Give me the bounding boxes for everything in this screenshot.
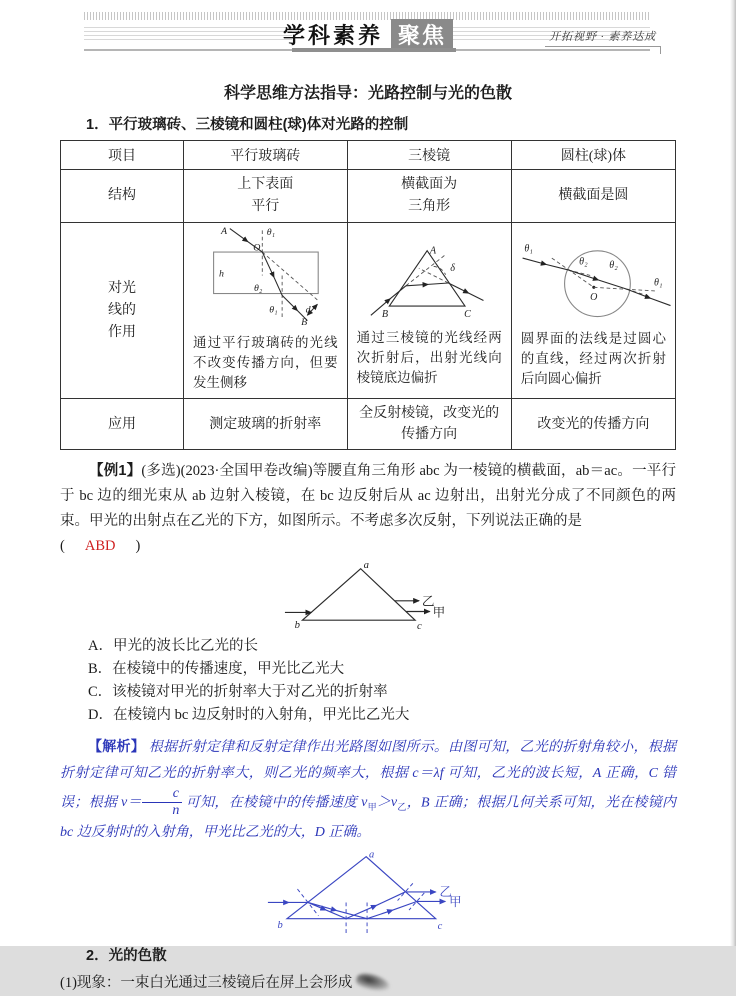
page-curl-shadow — [355, 971, 392, 994]
glass-label-B: B — [301, 317, 308, 329]
equals-sign: ＝ — [127, 795, 142, 811]
optics-table — [60, 140, 676, 450]
answer-value: ABD — [84, 538, 116, 554]
option-a: A．甲光的波长比乙光的长 — [88, 638, 258, 654]
col-header-cylinder: 圆柱(球)体 — [511, 141, 675, 170]
page-content — [0, 80, 736, 996]
glass-label-d: d — [305, 304, 311, 316]
answer-close-paren: ) — [135, 538, 141, 554]
v-yi-symbol: v — [390, 795, 398, 811]
prism-label-A: A — [430, 244, 437, 256]
application-label: 应用 — [61, 399, 184, 450]
structure-prism-line2: 三角形 — [408, 199, 451, 214]
solution-label-c: c — [437, 921, 442, 933]
application-cylinder-cell: 改变光的传播方向 — [511, 399, 675, 450]
glass-label-A: A — [221, 226, 228, 238]
example-tag: 【例1】 — [89, 463, 142, 479]
example-figure — [60, 559, 676, 634]
structure-cylinder-cell: 横截面是圆 — [511, 170, 675, 223]
greater-than-sign: ＞ — [376, 795, 391, 811]
options-list — [60, 635, 676, 727]
sphere-label-O: O — [589, 291, 598, 303]
page-title: 科学思维方法指导：光路控制与光的色散 — [223, 85, 512, 102]
structure-label: 结构 — [61, 170, 184, 223]
fraction-c-over-n — [142, 787, 182, 818]
section1-heading: 1．平行玻璃砖、三棱镜和圆柱(球)体对光路的控制 — [86, 117, 409, 133]
badge-title: 学科素养 — [282, 23, 383, 48]
header-rule-thick — [292, 48, 456, 52]
sphere-label-theta2-in: θ₂ — [578, 255, 588, 267]
analysis-text-1: 根据折射定律和反射定律作出光路图如图所示。由图可知，乙光的折射角较小，根据折射定律可知乙光的折射率大，则乙光的频率大，根据 — [60, 740, 677, 781]
section2-heading: 2．光的色散 — [86, 948, 167, 965]
glass-label-h: h — [219, 268, 225, 280]
analysis-text-4: ，B 正确；根据几何关系可知，光在棱镜内 bc 边反射时的入射角，甲光比乙光的大，D 正确。 — [60, 795, 677, 841]
v-jia-symbol: v — [361, 795, 368, 811]
action-label-line2: 线的 — [108, 302, 136, 318]
action-label-line3: 作用 — [108, 324, 136, 340]
prism-label-delta: δ — [450, 262, 456, 274]
phenomenon-line — [60, 971, 676, 996]
action-label — [61, 223, 184, 399]
option-b: B．在棱镜中的传播速度，甲光比乙光大 — [88, 661, 345, 677]
application-glass-cell: 测定玻璃的折射率 — [184, 399, 348, 450]
example-label-c: c — [417, 619, 422, 632]
action-cylinder-text: 圆界面的法线是过圆心的直线，经过两次折射后向圆心偏折 — [520, 330, 666, 386]
solution-light-path-diagram — [266, 847, 471, 935]
application-row — [61, 399, 676, 450]
v-jia-subscript: 甲 — [367, 802, 377, 813]
badge-focus-label: 聚焦 — [391, 19, 453, 52]
sphere-label-theta1-out: θ₁ — [653, 276, 663, 288]
action-row — [61, 223, 676, 399]
page-header — [0, 0, 736, 60]
application-prism-cell: 全反射棱镜，改变光的传播方向 — [347, 399, 511, 450]
action-cylinder-cell — [511, 223, 675, 399]
solution-figure — [60, 847, 676, 940]
solution-label-yi: 乙 — [439, 884, 452, 899]
v-symbol: v — [120, 795, 128, 811]
answer-open-paren: ( — [60, 538, 65, 554]
glass-brick-diagram — [197, 225, 333, 329]
page-right-edge-shadow — [730, 0, 736, 946]
action-prism-text: 通过三棱镜的光线经两次折射后，出射光线向棱镜底边偏折 — [356, 329, 502, 385]
glass-label-theta1-top: θ₁ — [267, 226, 276, 238]
structure-glass-cell — [184, 170, 348, 223]
example-body: (多选)(2023·全国甲卷改编)等腰直角三角形 abc 为一棱镜的横截面，ab＝ac。一平行于 bc 边的细光束从 ab 边射入棱镜，在 bc 边反射后从 ac 边射出，出射光分成了不同颜色的两束。甲光的出射点在乙光的下方，如图所示。不考虑多次反射，下列说法正确的是 — [60, 463, 676, 529]
structure-glass-line1: 上下表面 — [237, 177, 294, 192]
example-label-jia: 甲 — [432, 605, 446, 620]
sphere-diagram — [517, 238, 677, 322]
header-tagline: 开拓视野 · 素养达成 — [545, 28, 660, 47]
analysis-paragraph — [60, 733, 676, 846]
option-c: C．该棱镜对甲光的折射率大于对乙光的折射率 — [88, 684, 388, 700]
action-glass-text: 通过平行玻璃砖的光线不改变传播方向，但要发生侧移 — [193, 335, 338, 390]
v-yi-subscript: 乙 — [397, 802, 407, 813]
analysis-text-2: 可知，乙光的波长短，A 正确，C 错误；根据 — [60, 766, 677, 811]
structure-prism-cell — [347, 170, 511, 223]
example-prism-diagram — [283, 558, 453, 632]
fraction-numerator: c — [142, 787, 182, 803]
example-label-b: b — [294, 619, 301, 631]
table-header-row — [61, 141, 676, 170]
example-paragraph — [60, 459, 676, 534]
solution-rays — [267, 892, 444, 919]
formula-c-lambda-f: c＝λf — [412, 766, 444, 781]
action-glass-cell — [184, 223, 348, 399]
structure-prism-line1: 横截面为 — [401, 177, 458, 192]
prism-diagram — [369, 245, 489, 321]
formula-v-compare — [361, 795, 407, 813]
example-rays — [285, 601, 430, 613]
glass-label-theta1-bottom: θ₁ — [269, 304, 278, 316]
sphere-label-theta2-out: θ₂ — [609, 259, 618, 271]
solution-label-jia: 甲 — [448, 895, 461, 910]
example-label-yi: 乙 — [421, 594, 435, 609]
glass-label-theta2: θ₂ — [254, 282, 263, 294]
formula-v-c-over-n — [120, 786, 182, 818]
solution-label-b: b — [276, 920, 283, 932]
analysis-tag: 【解析】 — [88, 738, 146, 754]
action-prism-cell — [347, 223, 511, 399]
fraction-denominator: n — [172, 803, 180, 818]
option-d: D．在棱镜内 bc 边反射时的入射角，甲光比乙光大 — [88, 707, 410, 723]
analysis-text-3: 可知，在棱镜中的传播速度 — [182, 795, 362, 811]
solution-label-a: a — [368, 849, 374, 861]
action-label-line1: 对光 — [108, 280, 136, 296]
answer-line — [60, 534, 676, 558]
example-label-a: a — [363, 558, 369, 571]
col-header-glass: 平行玻璃砖 — [184, 141, 348, 170]
prism-label-C: C — [464, 308, 472, 320]
phenomenon-text: (1)现象：一束白光通过三棱镜后在屏上会形成 — [60, 975, 353, 992]
col-header-item: 项目 — [61, 141, 184, 170]
glass-label-O: O — [253, 242, 261, 254]
sphere-label-theta1-in: θ₁ — [524, 243, 533, 255]
prism-label-B: B — [382, 308, 389, 320]
structure-glass-line2: 平行 — [251, 199, 280, 214]
structure-row — [61, 170, 676, 223]
col-header-prism: 三棱镜 — [347, 141, 511, 170]
